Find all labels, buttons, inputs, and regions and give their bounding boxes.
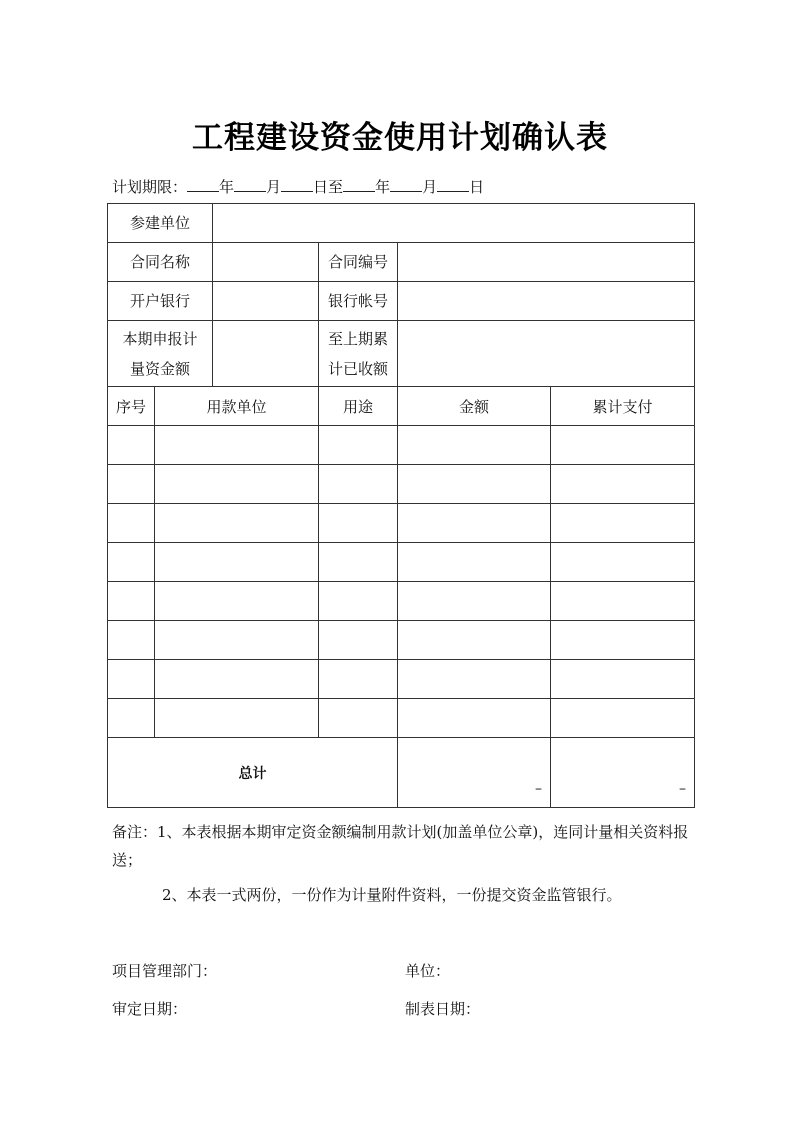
cell-index[interactable] [108,465,155,504]
cell-amount[interactable] [398,504,551,543]
contract-no-field[interactable] [398,243,695,282]
cell-cumulative-payment[interactable] [551,543,695,582]
cell-purpose[interactable] [319,699,398,738]
cell-purpose[interactable] [319,504,398,543]
cell-purpose[interactable] [319,621,398,660]
table-row [108,699,695,738]
cell-purpose[interactable] [319,543,398,582]
cell-purpose[interactable] [319,582,398,621]
cumulative-label-line2: 计已收额 [328,359,389,378]
cell-index[interactable] [108,543,155,582]
note-2: 2、本表一式两份，一份作为计量附件资料，一份提交资金监管银行。 [162,886,622,904]
cell-amount[interactable] [398,465,551,504]
total-label: 总计 [108,738,398,808]
approve-date-label: 审定日期： [112,1000,188,1018]
table-row [108,582,695,621]
current-amount-field[interactable] [213,321,319,387]
month-text: 月 [266,178,282,196]
cell-cumulative-payment[interactable] [551,621,695,660]
bank-label: 开户银行 [108,282,213,321]
table-row [108,621,695,660]
cell-payee-unit[interactable] [155,660,319,699]
current-amount-label-line2: 量资金额 [130,359,191,378]
header-purpose: 用途 [319,387,398,426]
account-label: 银行帐号 [319,282,398,321]
header-cumulative-payment: 累计支付 [551,387,695,426]
total-cumulative-cell[interactable] [551,738,695,808]
cell-cumulative-payment[interactable] [551,465,695,504]
dept-signature-label: 项目管理部门： [112,962,218,980]
cell-payee-unit[interactable] [155,426,319,465]
end-day-blank[interactable] [437,177,469,192]
cell-cumulative-payment[interactable] [551,426,695,465]
contract-name-field[interactable] [213,243,319,282]
cell-index[interactable] [108,660,155,699]
month-text: 月 [422,178,438,196]
year-text: 年 [375,178,391,196]
contract-no-label: 合同编号 [319,243,398,282]
total-row [108,738,695,808]
cell-amount[interactable] [398,660,551,699]
cell-payee-unit[interactable] [155,699,319,738]
table-row [108,465,695,504]
cumulative-field[interactable] [398,321,695,387]
total-amount-value: – [535,781,543,797]
confirmation-form-table [107,203,695,808]
cell-payee-unit[interactable] [155,504,319,543]
unit-signature-label: 单位： [405,962,451,980]
prepare-date-label: 制表日期： [405,1000,481,1018]
cell-amount[interactable] [398,699,551,738]
plan-period [112,176,484,197]
cell-purpose[interactable] [319,426,398,465]
cell-index[interactable] [108,699,155,738]
table-row [108,426,695,465]
table-header-row [108,387,695,426]
table-row [108,504,695,543]
total-amount-cell[interactable] [398,738,551,808]
cumulative-label-line1: 至上期累 [328,329,389,348]
cell-index[interactable] [108,504,155,543]
day-text: 日 [469,178,485,196]
cumulative-label [319,321,398,387]
table-row [108,543,695,582]
year-text: 年 [219,178,235,196]
cell-purpose[interactable] [319,465,398,504]
end-month-blank[interactable] [390,177,422,192]
header-index: 序号 [108,387,155,426]
current-amount-label-line1: 本期申报计 [122,329,198,348]
page-title: 工程建设资金使用计划确认表 [192,120,608,156]
cell-payee-unit[interactable] [155,582,319,621]
unit-field[interactable] [213,204,695,243]
header-amount: 金额 [398,387,551,426]
header-payee-unit: 用款单位 [155,387,319,426]
cell-index[interactable] [108,582,155,621]
current-amount-label [108,321,213,387]
start-month-blank[interactable] [234,177,266,192]
cell-cumulative-payment[interactable] [551,582,695,621]
cell-amount[interactable] [398,426,551,465]
cell-amount[interactable] [398,582,551,621]
cell-cumulative-payment[interactable] [551,660,695,699]
cell-index[interactable] [108,621,155,660]
note-1: 备注：1、本表根据本期审定资金额编制用款计划(加盖单位公章)，连同计量相关资料报送； [112,823,689,869]
period-label: 计划期限： [112,178,188,196]
start-day-blank[interactable] [281,177,313,192]
account-field[interactable] [398,282,695,321]
start-year-blank[interactable] [187,177,219,192]
end-year-blank[interactable] [343,177,375,192]
contract-name-label: 合同名称 [108,243,213,282]
table-row [108,660,695,699]
cell-cumulative-payment[interactable] [551,504,695,543]
cell-purpose[interactable] [319,660,398,699]
total-cumulative-value: – [679,781,687,797]
cell-amount[interactable] [398,543,551,582]
cell-cumulative-payment[interactable] [551,699,695,738]
cell-index[interactable] [108,426,155,465]
day-to-text: 日至 [313,178,344,196]
unit-label: 参建单位 [108,204,213,243]
cell-payee-unit[interactable] [155,543,319,582]
cell-amount[interactable] [398,621,551,660]
bank-field[interactable] [213,282,319,321]
table-body [108,426,695,738]
cell-payee-unit[interactable] [155,465,319,504]
cell-payee-unit[interactable] [155,621,319,660]
